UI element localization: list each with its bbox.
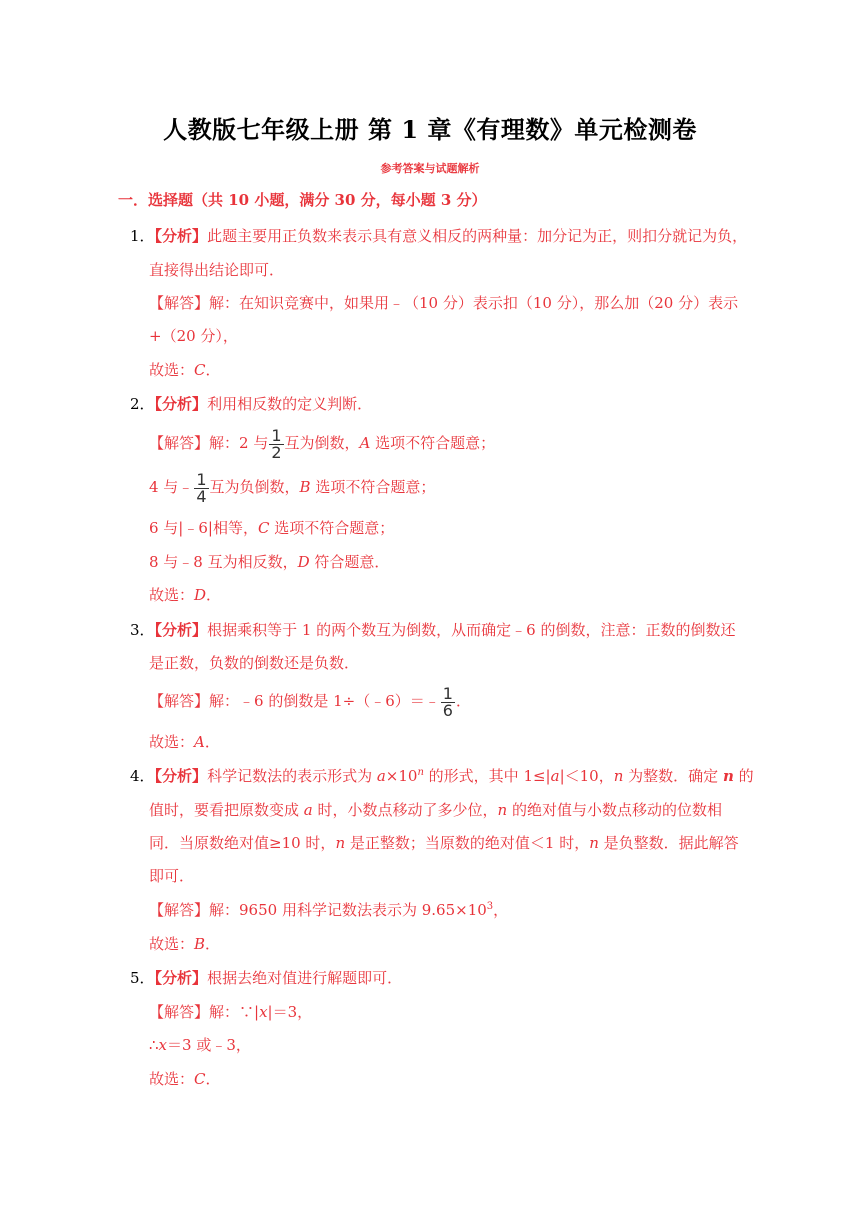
q4-l1-b: ×10 [385,767,418,785]
q3-analysis-line-2: 是正数，负数的倒数还是负数． [149,654,360,672]
q2-frac2-numerator: 1 [196,469,207,489]
q4-choice-letter: B [194,935,206,953]
page-subtitle: 参考答案与试题解析 [380,162,480,175]
q4-choice-end: ． [205,935,221,953]
q1-analysis-line-1 [130,226,747,246]
q3-frac-denominator: 6 [442,700,453,720]
q2-a4-pre: 8 与﹣8 互为相反数， [149,553,298,571]
q4-l2-a: 值时，要看把原数变成 [149,801,304,819]
q2-answer-line-3 [149,518,394,538]
q2-answer-line-4 [149,552,389,572]
q2-a3-option: C [257,519,270,537]
q3-choice-end: ． [204,733,220,751]
q2-a2-pre: 4 与﹣ [149,478,194,496]
q2-answer-line-2 [149,470,435,505]
q4-analysis-line-3 [149,833,739,853]
q4-l3-a: 同．当原数绝对值≥10 时， [149,834,336,852]
q1-choice-end: ． [205,361,221,379]
q2-a2-mid: 互为负倒数， [209,478,300,496]
q5-answer-line [149,1002,312,1022]
q5-choice-prefix: 故选： [149,1070,195,1088]
q3-answer-text: 解：﹣6 的倒数是 1÷（﹣6）＝﹣ [209,692,440,710]
q2-a4-post: 符合题意． [309,553,390,571]
q2-analysis-text: 利用相反数的定义判断． [207,395,373,413]
q2-number: 2． [130,395,155,413]
q1-choice [149,360,221,380]
q4-analysis-tag: 【分析】 [154,767,208,785]
q5-analysis-line-1 [130,968,402,988]
q1-choice-letter: C [194,361,206,379]
q1-answer-line-2: +（20 分）， [149,327,238,345]
q4-answer-exponent: 3 [486,901,494,912]
q2-choice [149,585,221,605]
q1-analysis-text: 此题主要用正负数来表示具有意义相反的两种量：加分记为正，则扣分就记为负， [207,227,748,245]
q1-choice-prefix: 故选： [149,361,195,379]
q4-answer-tag: 【解答】 [149,901,210,919]
q1-answer-text: 解：在知识竞赛中，如果用﹣（10 分）表示扣（10 分），那么加（20 分）表示 [209,294,739,312]
q2-a2-option: B [299,478,311,496]
q4-answer-text: 解：9650 用科学记数法表示为 9.65×10 [209,901,487,919]
q2-fraction-half [269,425,283,462]
q5-l2-pre: ∴ [149,1036,159,1054]
q4-l2-c: 的绝对值与小数点移动的位数相 [507,801,722,819]
q1-analysis-tag: 【分析】 [154,227,208,245]
q4-l2-b: 时，小数点移动了多少位， [312,801,498,819]
q2-analysis-tag: 【分析】 [154,395,208,413]
section-heading: 一．选择题（共 10 小题，满分 30 分，每小题 3 分） [118,191,487,209]
q2-fraction-quarter [194,469,208,506]
q5-l2-var: x [158,1036,168,1054]
q5-answer-var: x [259,1003,268,1021]
q3-choice-letter: A [194,733,205,751]
q2-analysis-line-1 [130,394,372,414]
q2-answer-tag: 【解答】 [149,434,210,452]
q1-answer-tag: 【解答】 [149,294,210,312]
q3-frac-numerator: 1 [442,683,453,703]
q2-choice-end: ． [206,586,222,604]
q4-choice [149,934,220,954]
q4-l3-b: 是正整数；当原数的绝对值＜1 时， [345,834,590,852]
q4-l3-var-n: n [335,834,346,852]
q2-a4-option: D [297,553,310,571]
q4-l1-d: |＜10， [559,767,614,785]
q4-analysis-line-1 [130,766,754,786]
q5-choice-letter: C [194,1070,206,1088]
q1-answer-line-1 [149,293,738,313]
q2-a1-post: 选项不符合题意； [370,434,496,452]
q5-analysis-tag: 【分析】 [154,969,208,987]
q4-l1-var-a: a [376,767,386,785]
q3-analysis-text: 根据乘积等于 1 的两个数互为倒数，从而确定﹣6 的倒数，注意：正数的倒数还 [207,621,736,639]
q4-choice-prefix: 故选： [149,935,195,953]
q4-l1-exponent: n [417,767,424,778]
q2-a3-pre: 6 与|﹣6|相等， [149,519,258,537]
q5-analysis-text: 根据去绝对值进行解题即可． [207,969,403,987]
q2-answer-line-1 [149,426,495,461]
q5-answer-tag: 【解答】 [149,1003,210,1021]
q4-l1-var-n: n [613,767,624,785]
q4-number: 4． [130,767,155,785]
q4-l1-e: 为整数．确定 [623,767,723,785]
q4-l1-var-n2: n [722,767,734,785]
q2-a3-post: 选项不符合题意； [269,519,395,537]
q2-frac1-denominator: 2 [271,442,282,462]
q4-answer-end: ， [493,901,509,919]
q4-l1-a: 科学记数法的表示形式为 [207,767,377,785]
q5-answer-pre: 解：∵| [209,1003,260,1021]
q4-l1-f: 的 [733,767,754,785]
q4-analysis-line-2 [149,800,722,820]
q2-a1-option: A [359,434,371,452]
q4-l3-c: 是负整数．据此解答 [598,834,739,852]
q5-number: 5． [130,969,155,987]
q4-l1-var-a2: a [550,767,560,785]
q4-l2-var-n: n [497,801,508,819]
page-title: 人教版七年级上册 第 1 章《有理数》单元检测卷 [163,115,697,144]
q4-answer-line [149,900,508,920]
q3-answer-tag: 【解答】 [149,692,210,710]
q5-answer-line-2 [149,1035,251,1055]
q2-a1-mid: 互为倒数， [284,434,360,452]
q2-choice-letter: D [194,586,207,604]
q5-choice [149,1069,221,1089]
q3-choice [149,732,220,752]
q4-l2-var-a: a [303,801,313,819]
q3-analysis-line-1 [130,620,735,640]
q4-analysis-line-4: 即可． [149,867,195,885]
q5-choice-end: ． [205,1070,221,1088]
q2-frac1-numerator: 1 [271,425,282,445]
q3-answer-end: ． [455,692,471,710]
q1-analysis-line-2: 直接得出结论即可． [149,261,285,279]
q5-l2-post: ＝3 或﹣3， [167,1036,251,1054]
q3-choice-prefix: 故选： [149,733,195,751]
q2-a1-pre: 解：2 与 [209,434,269,452]
q3-answer-line [149,684,471,719]
q2-choice-prefix: 故选： [149,586,195,604]
q3-fraction-sixth [441,683,455,720]
q5-answer-post: |＝3， [267,1003,313,1021]
q3-analysis-tag: 【分析】 [154,621,208,639]
q4-l1-c: 的形式，其中 1≤| [423,767,551,785]
q3-number: 3． [130,621,155,639]
q4-l3-var-n2: n [589,834,599,852]
q2-a2-post: 选项不符合题意； [310,478,436,496]
q1-number: 1． [130,227,155,245]
q2-frac2-denominator: 4 [196,486,207,506]
